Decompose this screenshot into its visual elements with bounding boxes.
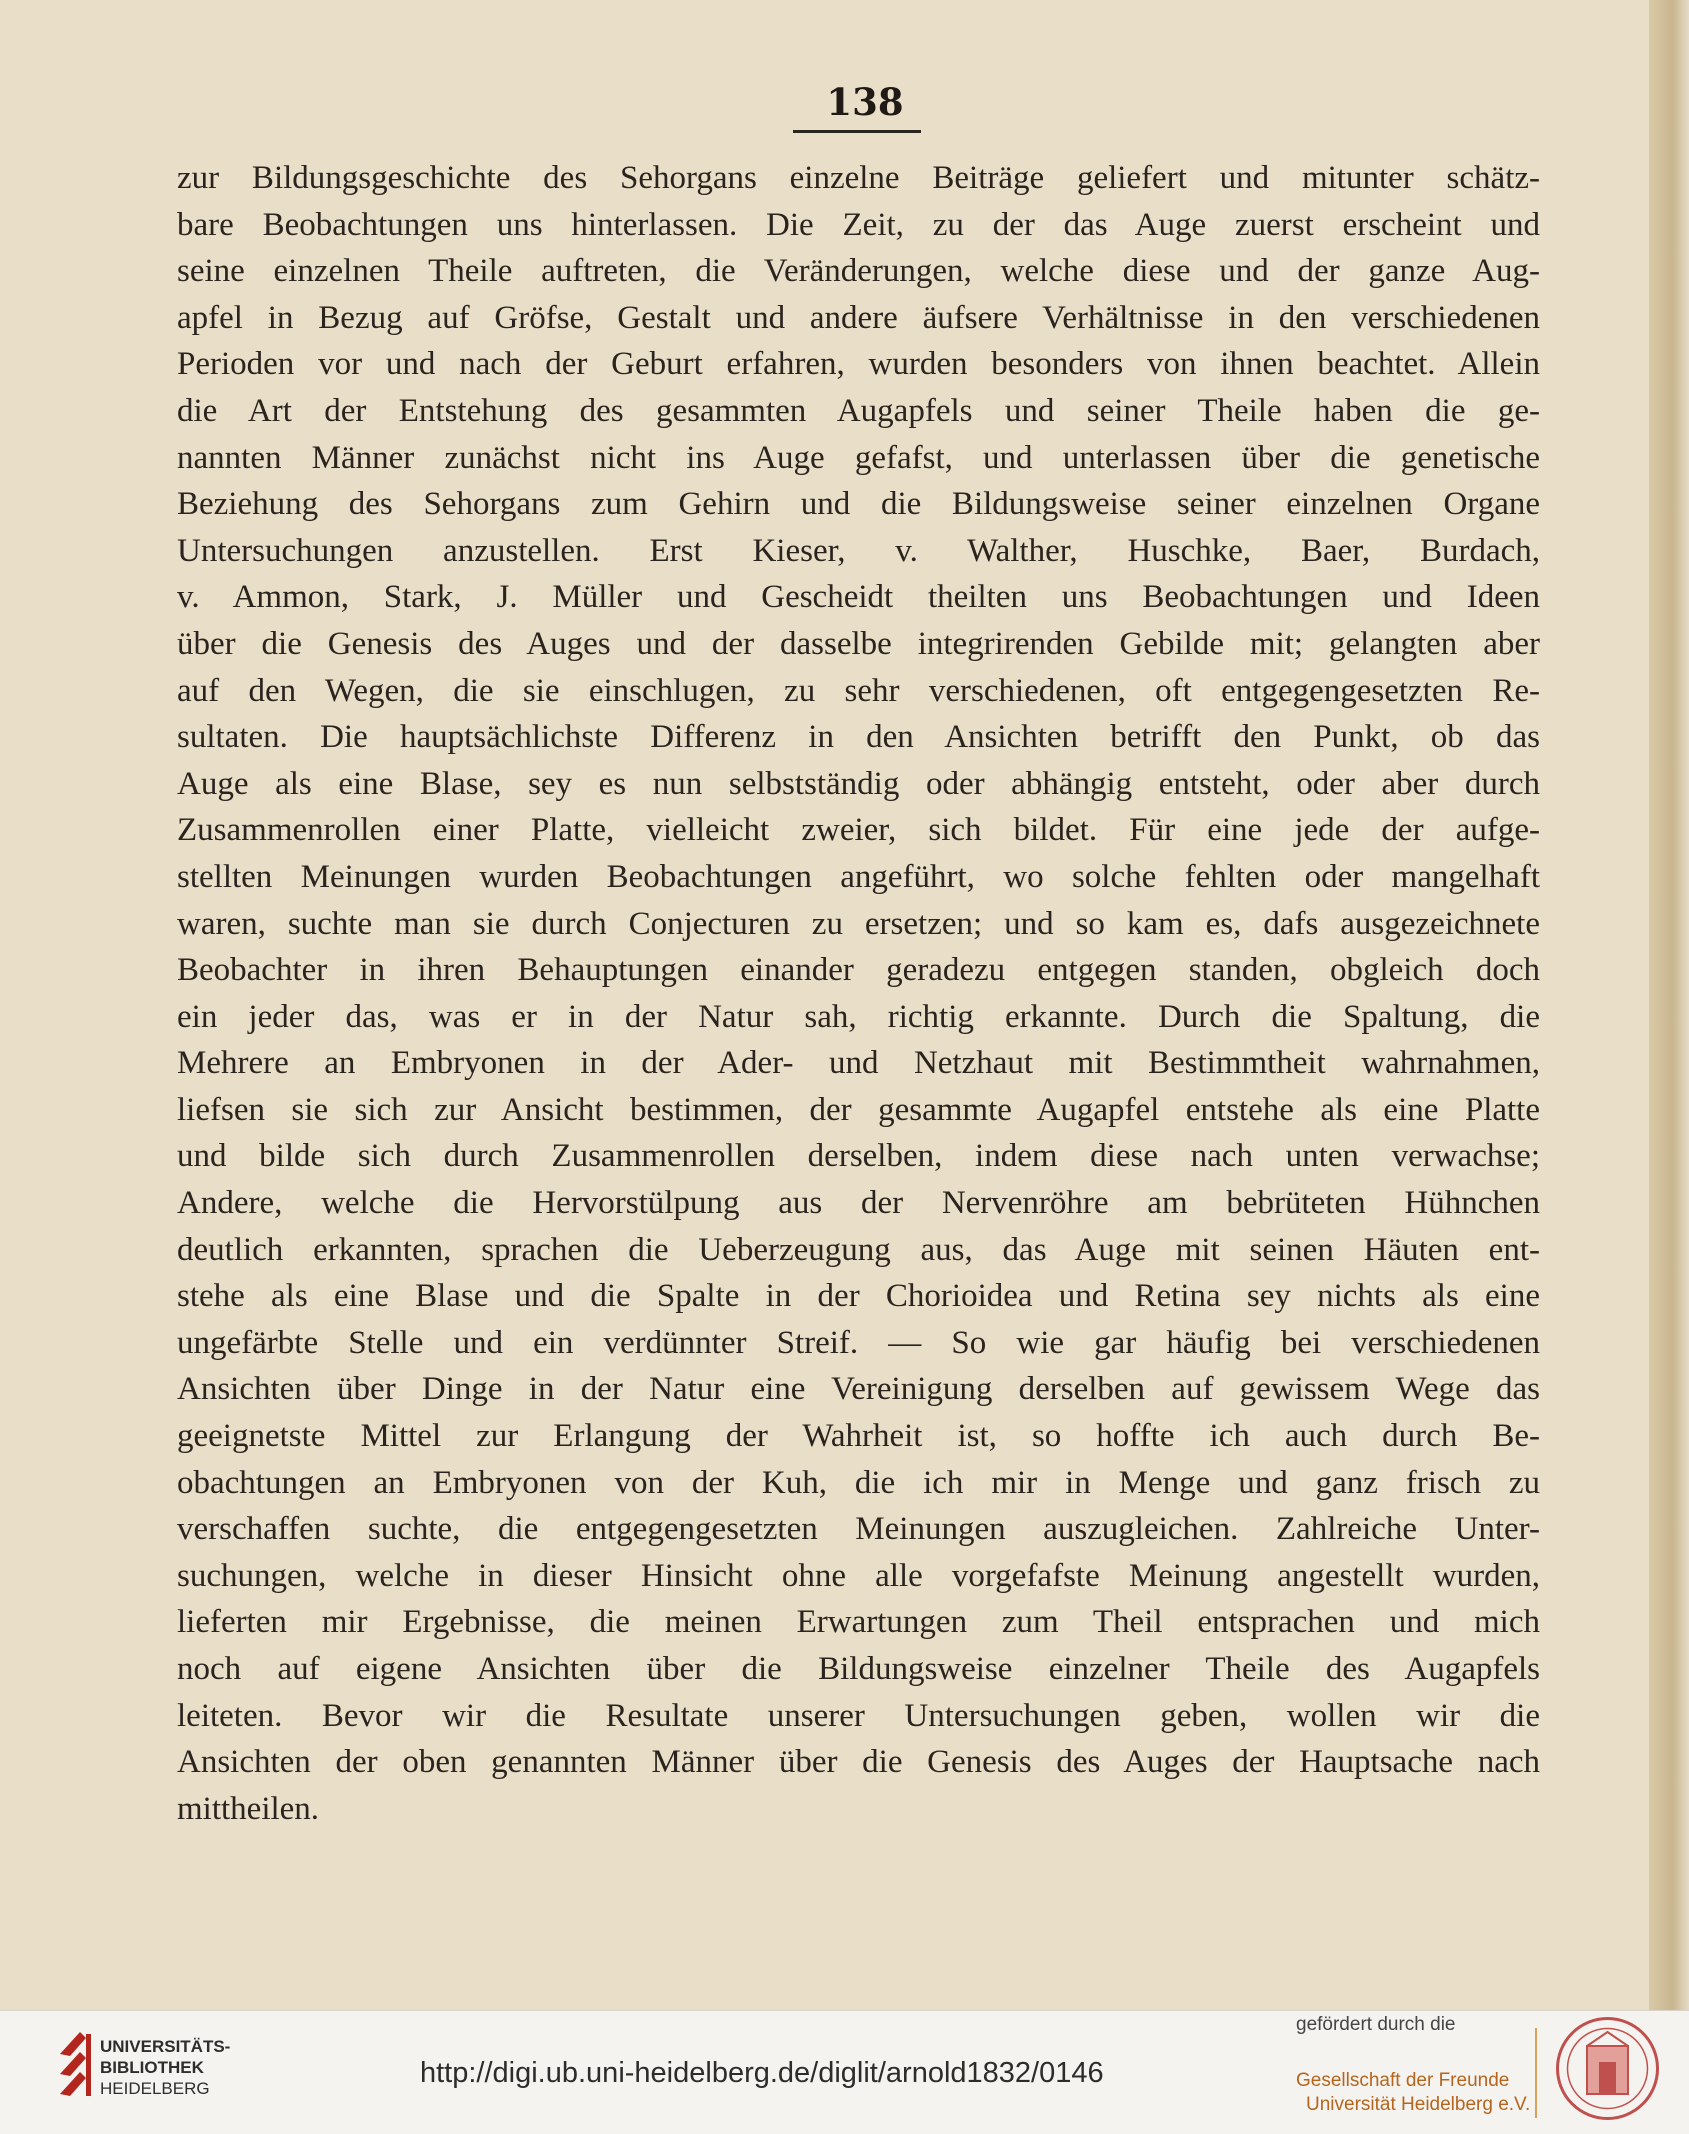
text-line: Ansichten über Dinge in der Natur eine Vereinigung derselben auf gewissem Wege das xyxy=(177,1371,1540,1408)
text-line: seine einzelnen Theile auftreten, die Veränderungen, welche diese und der ganze Aug- xyxy=(177,253,1540,290)
library-name xyxy=(100,2036,230,2099)
text-line: Perioden vor und nach der Geburt erfahren, wurden besonders von ihnen beachtet. Allein xyxy=(177,346,1540,383)
text-line: stehe als eine Blase und die Spalte in der Chorioidea und Retina sey nichts als eine xyxy=(177,1278,1540,1315)
text-line: auf den Wegen, die sie einschlugen, zu sehr verschiedenen, oft entgegengesetzten Re- xyxy=(177,672,1540,709)
text-line: v. Ammon, Stark, J. Müller und Gescheidt theilten uns Beobachtungen und Ideen xyxy=(177,579,1540,616)
text-line: Zusammenrollen einer Platte, vielleicht zweier, sich bildet. Für eine jede der aufge- xyxy=(177,812,1540,849)
sponsor-divider xyxy=(1535,2028,1537,2118)
text-line: ein jeder das, was er in der Natur sah, richtig erkannte. Durch die Spaltung, die xyxy=(177,998,1540,1035)
text-line: stellten Meinungen wurden Beobachtungen angeführt, wo solche fehlten oder mangelhaft xyxy=(177,858,1540,895)
library-logo-icon xyxy=(56,2024,98,2102)
text-line: Ansichten der oben genannten Männer über die Genesis des Auges der Hauptsache nach xyxy=(177,1744,1540,1781)
text-line: bare Beobachtungen uns hinterlassen. Die Zeit, zu der das Auge zuerst erscheint und xyxy=(177,206,1540,243)
text-line: obachtungen an Embryonen von der Kuh, die ich mir in Menge und ganz frisch zu xyxy=(177,1464,1540,1501)
document-url-link[interactable]: http://digi.ub.uni-heidelberg.de/diglit/arnold1832/0146 xyxy=(420,2057,1104,2089)
university-seal-icon xyxy=(1555,2016,1660,2121)
library-name-line1: UNIVERSITÄTS- xyxy=(100,2037,231,2056)
text-line: liefsen sie sich zur Ansicht bestimmen, der gesammte Augapfel entstehe als eine Platte xyxy=(177,1091,1540,1128)
text-line: apfel in Bezug auf Gröfse, Gestalt und andere äufsere Verhältnisse in den verschiedenen xyxy=(177,299,1540,336)
library-name-line2: BIBLIOTHEK xyxy=(100,2058,204,2077)
text-line: nannten Männer zunächst nicht ins Auge gefafst, und unterlassen über die genetische xyxy=(177,439,1540,476)
text-line: lieferten mir Ergebnisse, die meinen Erwartungen zum Theil entsprachen und mich xyxy=(177,1604,1540,1641)
text-line: mittheilen. xyxy=(177,1790,320,1827)
text-line: waren, suchte man sie durch Conjecturen zu ersetzen; und so kam es, dafs ausgezeichnete xyxy=(177,905,1540,942)
page-number: 138 xyxy=(826,80,904,124)
sponsor-name-line1: Gesellschaft der Freunde xyxy=(1296,2070,1510,2091)
text-line: suchungen, welche in dieser Hinsicht ohne alle vorgefafste Meinung angestellt wurden, xyxy=(177,1557,1540,1594)
text-line: verschaffen suchte, die entgegengesetzten Meinungen auszugleichen. Zahlreiche Unter- xyxy=(177,1511,1540,1548)
text-line: über die Genesis des Auges und der dasselbe integrirenden Gebilde mit; gelangten aber xyxy=(177,625,1540,662)
text-line: deutlich erkannten, sprachen die Ueberzeugung aus, das Auge mit seinen Häuten ent- xyxy=(177,1231,1540,1268)
text-line: die Art der Entstehung des gesammten Augapfels und seiner Theile haben die ge- xyxy=(177,392,1540,429)
text-line: Beobachter in ihren Behauptungen einander geradezu entgegen standen, obgleich doch xyxy=(177,952,1540,989)
text-line: Mehrere an Embryonen in der Ader- und Netzhaut mit Bestimmtheit wahrnahmen, xyxy=(177,1045,1540,1082)
text-line: ungefärbte Stelle und ein verdünnter Streif. — So wie gar häufig bei verschiedenen xyxy=(177,1324,1540,1361)
library-name-line3: HEIDELBERG xyxy=(100,2079,210,2098)
text-line: sultaten. Die hauptsächlichste Differenz in den Ansichten betrifft den Punkt, ob das xyxy=(177,719,1540,756)
text-line: Beziehung des Sehorgans zum Gehirn und die Bildungsweise seiner einzelnen Organe xyxy=(177,486,1540,523)
text-line: zur Bildungsgeschichte des Sehorgans einzelne Beiträge geliefert und mitunter schätz- xyxy=(177,160,1540,196)
body-text xyxy=(177,155,1540,1832)
page-edge-shadow xyxy=(1649,0,1689,2010)
text-line: Andere, welche die Hervorstülpung aus der Nervenröhre am bebrüteten Hühnchen xyxy=(177,1185,1540,1222)
sponsor-name-line2: Universität Heidelberg e.V. xyxy=(1306,2094,1531,2115)
page-number-rule xyxy=(793,130,921,133)
text-line: noch auf eigene Ansichten über die Bildungsweise einzelner Theile des Augapfels xyxy=(177,1651,1540,1687)
text-line: und bilde sich durch Zusammenrollen derselben, indem diese nach unten verwachse; xyxy=(177,1138,1540,1175)
text-line: leiteten. Bevor wir die Resultate unserer Untersuchungen geben, wollen wir die xyxy=(177,1697,1540,1734)
text-line: Auge als eine Blase, sey es nun selbstständig oder abhängig entsteht, oder aber durch xyxy=(177,765,1540,802)
text-line: geeignetste Mittel zur Erlangung der Wahrheit ist, so hoffte ich auch durch Be- xyxy=(177,1418,1540,1455)
text-line: Untersuchungen anzustellen. Erst Kieser, v. Walther, Huschke, Baer, Burdach, xyxy=(177,532,1540,569)
sponsor-intro: gefördert durch die xyxy=(1296,2014,1456,2035)
